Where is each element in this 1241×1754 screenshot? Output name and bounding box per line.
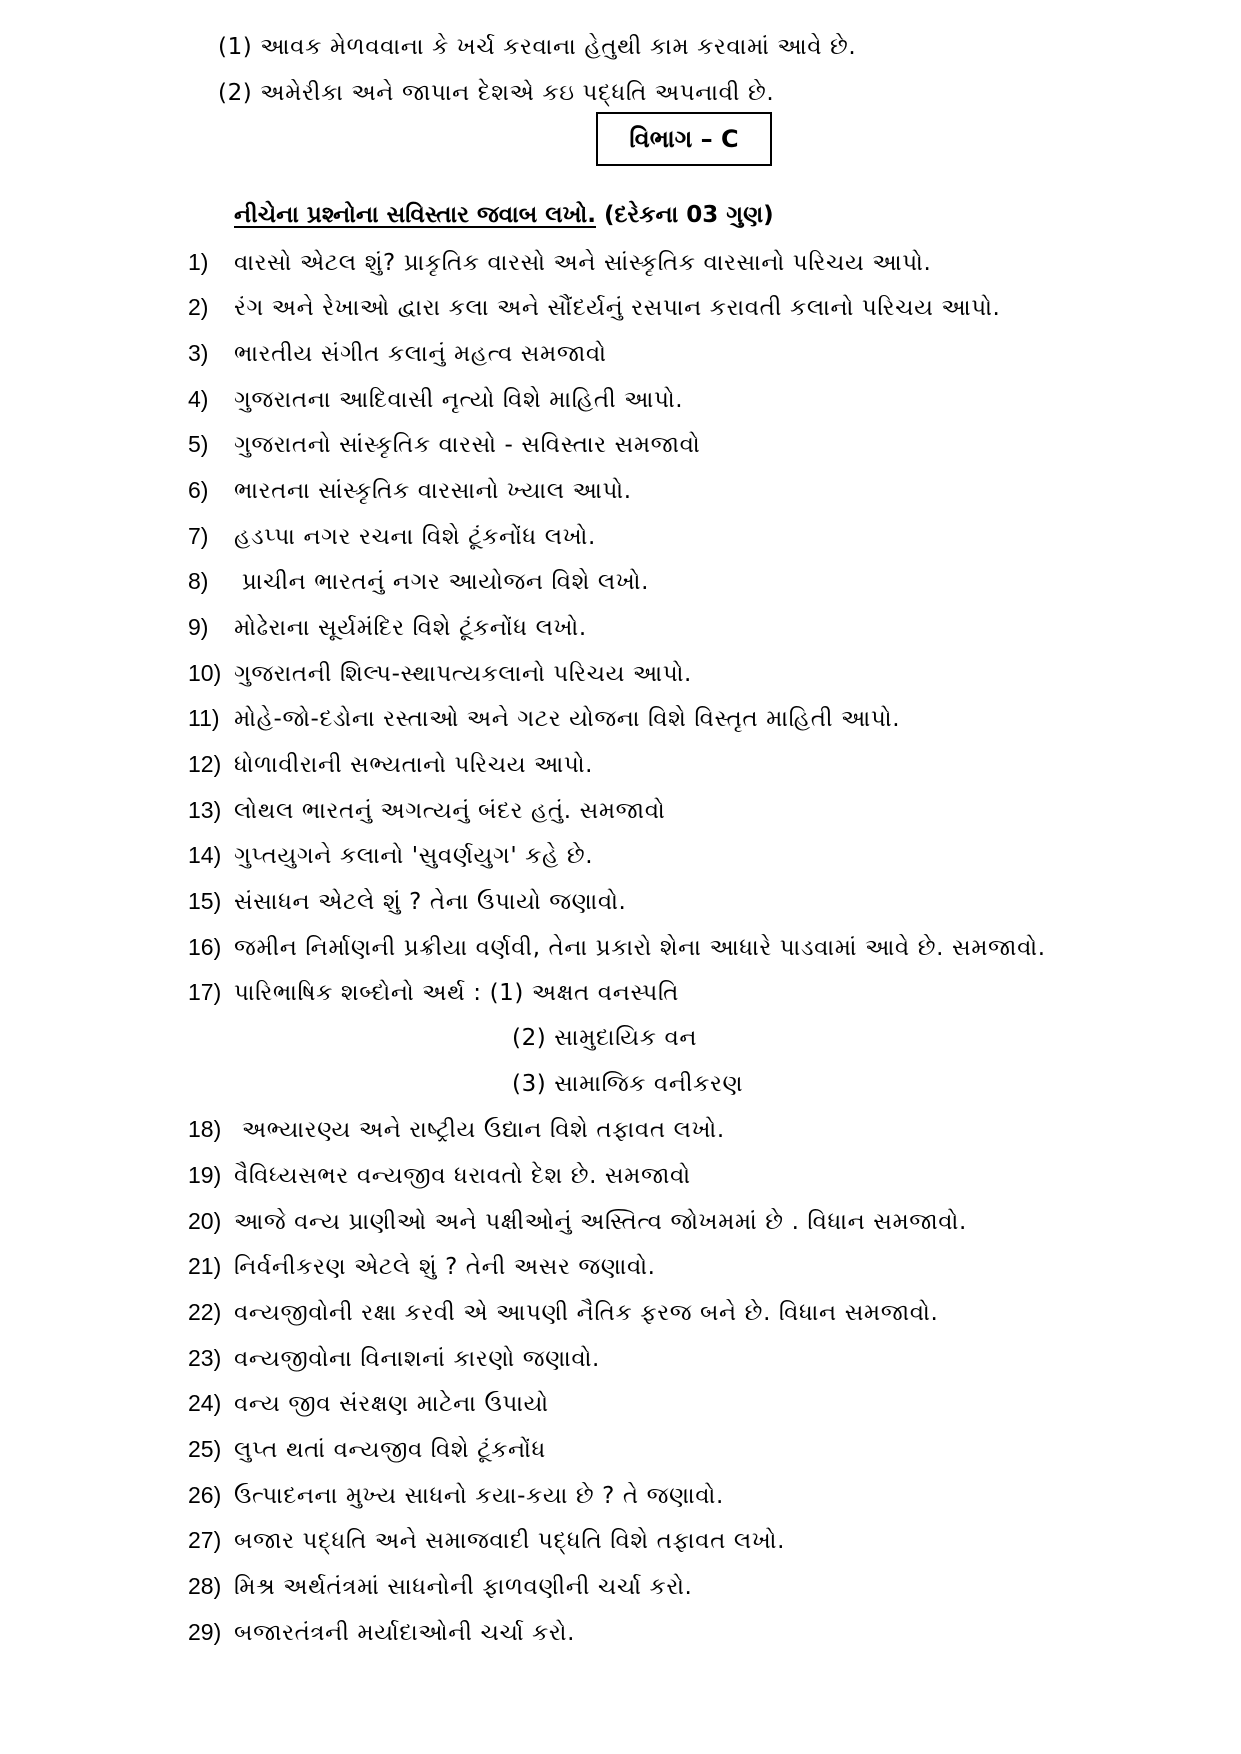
question-text: લુપ્ત થતાં વન્યજીવ વિશે ટૂંકનોંધ: [234, 1437, 546, 1463]
question-text: ધોળાવીરાની સભ્યતાનો પરિચય આપો.: [234, 752, 594, 778]
instruction-text: નીચેના પ્રશ્નોના સવિસ્તાર જવાબ લખો.: [234, 202, 596, 228]
question-item: [188, 1251, 656, 1282]
question-text: ભારતના સાંસ્કૃતિક વારસાનો ખ્યાલ આપો.: [234, 478, 632, 504]
q17-subitem-2: (2) સામુદાયિક વન: [512, 1025, 698, 1051]
question-item: [188, 612, 587, 643]
question-number: 25): [188, 1436, 222, 1462]
question-item: [188, 1343, 600, 1374]
question-number: 28): [188, 1573, 222, 1599]
question-text: નિર્વનીકરણ એટલે શું ? તેની અસર જણાવો.: [234, 1254, 656, 1280]
question-text: વન્યજીવોના વિનાશનાં કારણો જણાવો.: [234, 1346, 600, 1372]
question-text: જમીન નિર્માણની પ્રક્રીયા વર્ણવી, તેના પ્રકારો શેના આધારે પાડવામાં આવે છે. સમજાવો.: [234, 935, 1046, 961]
question-item: [188, 292, 1000, 323]
question-item: [188, 1206, 967, 1237]
question-text: ગુજરાતનો સાંસ્કૃતિક વારસો - સવિસ્તાર સમજાવો: [234, 432, 701, 458]
question-text: ગુપ્તયુગને કલાનો 'સુવર્ણયુગ' કહે છે.: [234, 843, 594, 869]
question-item: [188, 1297, 938, 1328]
question-number: 2): [188, 294, 209, 320]
question-text: પારિભાષિક શબ્દોનો અર્થ : (1) અક્ષત વનસ્પતિ: [234, 980, 680, 1006]
question-item: [188, 977, 679, 1008]
question-item: [188, 1114, 725, 1145]
question-number: 24): [188, 1390, 222, 1416]
question-item: [188, 703, 900, 734]
question-item: [188, 1160, 691, 1191]
question-text: વૈવિધ્યસભર વન્યજીવ ધરાવતો દેશ છે. સમજાવો: [234, 1163, 691, 1189]
top-line-2: (2) અમેરીકા અને જાપાન દેશએ કઇ પદ્ધતિ અપનાવી છે.: [218, 80, 775, 106]
question-item: [188, 886, 626, 917]
question-item: [188, 840, 593, 871]
question-text: સંસાધન એટલે શું ? તેના ઉપાયો જણાવો.: [234, 889, 627, 915]
question-item: [188, 475, 632, 506]
question-number: 23): [188, 1345, 222, 1371]
q17-subitem-3: (3) સામાજિક વનીકરણ: [512, 1071, 744, 1097]
question-text: મોહે-જો-દડોના રસ્તાઓ અને ગટર યોજના વિશે વિસ્તૃત માહિતી આપો.: [234, 706, 901, 732]
section-title: વિભાગ – C: [629, 125, 739, 153]
question-text: મિશ્ર અર્થતંત્રમાં સાધનોની ફાળવણીની ચર્ચા કરો.: [234, 1574, 693, 1600]
question-number: 22): [188, 1299, 222, 1325]
question-text: ભારતીય સંગીત કલાનું મહત્વ સમજાવો: [234, 341, 607, 367]
question-number: 4): [188, 386, 209, 412]
question-number: 14): [188, 842, 222, 868]
question-item: [188, 932, 1046, 963]
section-title-box: [596, 112, 772, 166]
question-number: 20): [188, 1208, 222, 1234]
question-text: ઉત્પાદનના મુખ્ય સાધનો કયા-કયા છે ? તે જણાવો.: [234, 1483, 724, 1509]
instruction-heading: [234, 200, 774, 230]
question-number: 12): [188, 751, 222, 777]
question-text: ગુજરાતની શિલ્પ-સ્થાપત્યકલાનો પરિચય આપો.: [234, 661, 692, 687]
question-item: [188, 384, 683, 415]
question-item: [188, 749, 593, 780]
question-number: 27): [188, 1527, 222, 1553]
question-number: 19): [188, 1162, 222, 1188]
question-number: 1): [188, 249, 209, 275]
question-item: [188, 566, 649, 597]
question-text: બજાર પદ્ધતિ અને સમાજવાદી પદ્ધતિ વિશે તફાવત લખો.: [234, 1528, 785, 1554]
question-number: 17): [188, 979, 222, 1005]
top-line-1: (1) આવક મેળવવાના કે ખર્ચ કરવાના હેતુથી કામ કરવામાં આવે છે.: [218, 34, 857, 60]
question-item: [188, 1525, 785, 1556]
question-number: 5): [188, 431, 209, 457]
question-item: [188, 247, 931, 278]
question-text: બજારતંત્રની મર્યાદાઓની ચર્ચા કરો.: [234, 1620, 576, 1646]
question-number: 26): [188, 1482, 222, 1508]
question-number: 6): [188, 477, 209, 503]
question-item: [188, 338, 607, 369]
question-number: 29): [188, 1619, 222, 1645]
question-text: રંગ અને રેખાઓ દ્વારા કલા અને સૌંદર્યનું રસપાન કરાવતી કલાનો પરિચય આપો.: [234, 295, 1001, 321]
question-number: 9): [188, 614, 209, 640]
question-number: 21): [188, 1253, 222, 1279]
question-item: [188, 1571, 692, 1602]
question-number: 13): [188, 797, 222, 823]
question-number: 11): [188, 705, 220, 731]
question-item: [188, 429, 700, 460]
question-text: લોથલ ભારતનું અગત્યનું બંદર હતું. સમજાવો: [234, 798, 666, 824]
question-item: [188, 1617, 575, 1648]
question-item: [188, 1434, 546, 1465]
question-text: ગુજરાતના આદિવાસી નૃત્યો વિશે માહિતી આપો.: [234, 387, 684, 413]
question-number: 8): [188, 568, 209, 594]
question-number: 15): [188, 888, 222, 914]
question-number: 16): [188, 934, 222, 960]
question-item: [188, 658, 692, 689]
question-text: આજે વન્ય પ્રાણીઓ અને પક્ષીઓનું અસ્તિત્વ જોખમમાં છે . વિધાન સમજાવો.: [234, 1209, 967, 1235]
question-item: [188, 1480, 724, 1511]
question-text: વન્ય જીવ સંરક્ષણ માટેના ઉપાયો: [234, 1391, 549, 1417]
question-number: 10): [188, 660, 222, 686]
question-text: વારસો એટલ શું? પ્રાકૃતિક વારસો અને સાંસ્કૃતિક વારસાનો પરિચય આપો.: [234, 250, 932, 276]
question-text: અભ્યારણ્ય અને રાષ્ટ્રીય ઉદ્યાન વિશે તફાવત લખો.: [234, 1117, 725, 1143]
question-number: 18): [188, 1116, 222, 1142]
question-item: [188, 795, 665, 826]
question-text: હડપ્પા નગર રચના વિશે ટૂંકનોંધ લખો.: [234, 524, 596, 550]
question-number: 7): [188, 523, 209, 549]
question-item: [188, 521, 596, 552]
instruction-marks: (દરેકના 03 ગુણ): [596, 202, 774, 228]
question-text: પ્રાચીન ભારતનું નગર આયોજન વિશે લખો.: [234, 569, 650, 595]
question-number: 3): [188, 340, 209, 366]
question-text: મોઢેરાના સૂર્યમંદિર વિશે ટૂંકનોંધ લખો.: [234, 615, 587, 641]
question-text: વન્યજીવોની રક્ષા કરવી એ આપણી નૈતિક ફરજ બને છે. વિધાન સમજાવો.: [234, 1300, 939, 1326]
question-item: [188, 1388, 549, 1419]
